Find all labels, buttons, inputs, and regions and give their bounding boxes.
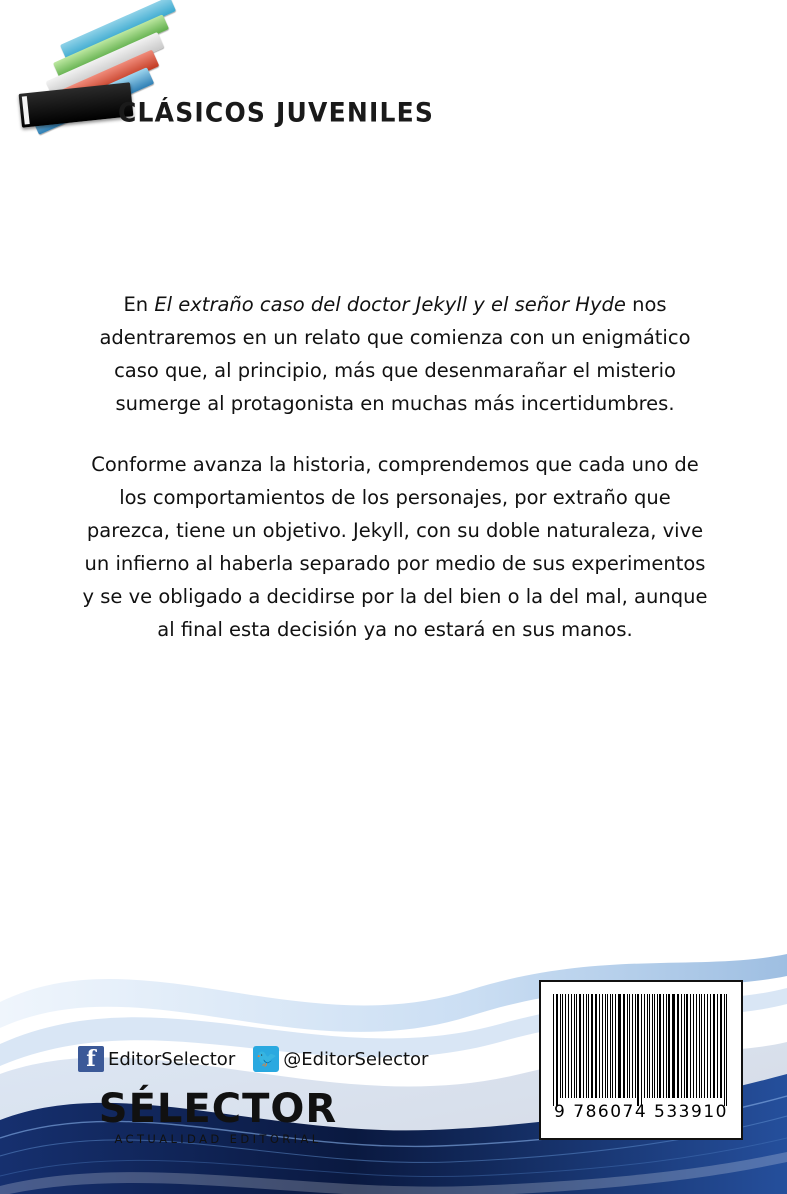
barcode-bar <box>647 994 648 1098</box>
collection-logo <box>18 14 435 134</box>
publisher-name: SÉLECTOR <box>98 1086 338 1132</box>
barcode-bar <box>618 994 620 1098</box>
barcode-bar <box>672 994 674 1098</box>
facebook-handle: EditorSelector <box>108 1048 236 1070</box>
barcode-bar <box>686 994 688 1098</box>
barcode-bars <box>553 994 729 1098</box>
barcode-bar <box>568 994 569 1098</box>
facebook-icon[interactable]: f <box>78 1046 104 1072</box>
book-black <box>19 82 134 128</box>
barcode-bar <box>574 994 575 1098</box>
barcode-bar <box>713 994 715 1098</box>
barcode-bar <box>720 994 722 1098</box>
barcode-bar <box>556 994 558 1106</box>
barcode <box>539 980 743 1140</box>
book-title-italic: El extraño caso del doctor Jekyll y el señor Hyde <box>154 293 626 316</box>
barcode-bar <box>654 994 655 1098</box>
barcode-bar <box>663 994 664 1098</box>
barcode-bar <box>553 994 554 1106</box>
barcode-bar <box>641 994 642 1106</box>
barcode-bar <box>627 994 628 1098</box>
twitter-bird-icon[interactable]: 🐦 <box>253 1046 279 1072</box>
barcode-bar <box>724 994 725 1106</box>
barcode-bar <box>576 994 577 1098</box>
barcode-bar <box>637 994 638 1106</box>
facebook-link[interactable] <box>78 1046 235 1072</box>
barcode-bar <box>690 994 691 1098</box>
barcode-bar <box>652 994 653 1098</box>
barcode-bar <box>704 994 705 1098</box>
barcode-bar <box>560 994 561 1098</box>
twitter-handle: @EditorSelector <box>283 1048 429 1070</box>
barcode-bar <box>677 994 679 1098</box>
barcode-bar <box>562 994 563 1098</box>
barcode-bar <box>726 994 727 1106</box>
blurb-p1-rest: nos adentraremos en un relato que comienza con un enigmático caso que, al principio, más que desenmarañar el misterio sumerge al protagonista en muchas más incertidumbres. <box>99 293 691 415</box>
blurb-paragraph-1 <box>80 288 710 420</box>
barcode-bar <box>602 994 603 1098</box>
barcode-bar <box>635 994 636 1098</box>
barcode-bar <box>591 994 593 1098</box>
barcode-bar <box>681 994 682 1098</box>
barcode-bar <box>666 994 667 1098</box>
barcode-bar <box>595 994 597 1098</box>
barcode-bar <box>571 994 572 1098</box>
blurb-p1-lead: En <box>123 293 155 316</box>
barcode-bar <box>659 994 661 1098</box>
barcode-bar <box>717 994 718 1098</box>
barcode-bar <box>610 994 611 1098</box>
collection-title: CLÁSICOS JUVENILES <box>118 97 435 128</box>
barcode-bar <box>632 994 633 1098</box>
barcode-bar <box>707 994 708 1098</box>
barcode-bar <box>701 994 702 1098</box>
barcode-bar <box>599 994 600 1098</box>
barcode-bar <box>684 994 685 1098</box>
barcode-bar <box>607 994 608 1098</box>
barcode-bar <box>629 994 630 1098</box>
publisher-tagline: ACTUALIDAD EDITORIAL <box>114 1132 322 1146</box>
barcode-bar <box>612 994 613 1098</box>
barcode-bar <box>623 994 625 1098</box>
barcode-bar <box>693 994 695 1098</box>
barcode-bar <box>668 994 670 1098</box>
social-links <box>78 1046 428 1072</box>
publisher-logo <box>78 1088 358 1146</box>
barcode-bar <box>605 994 606 1098</box>
twitter-link[interactable] <box>253 1046 428 1072</box>
barcode-bar <box>615 994 616 1098</box>
barcode-bar <box>565 994 566 1098</box>
barcode-bar <box>583 994 584 1098</box>
barcode-bar <box>696 994 697 1098</box>
barcode-bar <box>710 994 712 1098</box>
barcode-bar <box>699 994 700 1098</box>
barcode-bar <box>579 994 581 1098</box>
back-cover-blurb <box>80 288 710 646</box>
barcode-bar <box>588 994 589 1098</box>
barcode-bar <box>649 994 650 1098</box>
barcode-bar <box>586 994 587 1098</box>
barcode-digits: 9 786074 533910 <box>554 1102 728 1122</box>
barcode-bar <box>657 994 658 1098</box>
blurb-paragraph-2: Conforme avanza la historia, comprendemos que cada uno de los comportamientos de los personajes, por extraño que parezca, tiene un objetivo. Jekyll, con su doble naturaleza, vive un infierno al haberla separado por medio de sus experimentos y se ve obligado a decidirse por la del bien o la del mal, aunque al final esta decisión ya no estará en sus manos. <box>82 453 708 641</box>
barcode-bar <box>644 994 645 1098</box>
